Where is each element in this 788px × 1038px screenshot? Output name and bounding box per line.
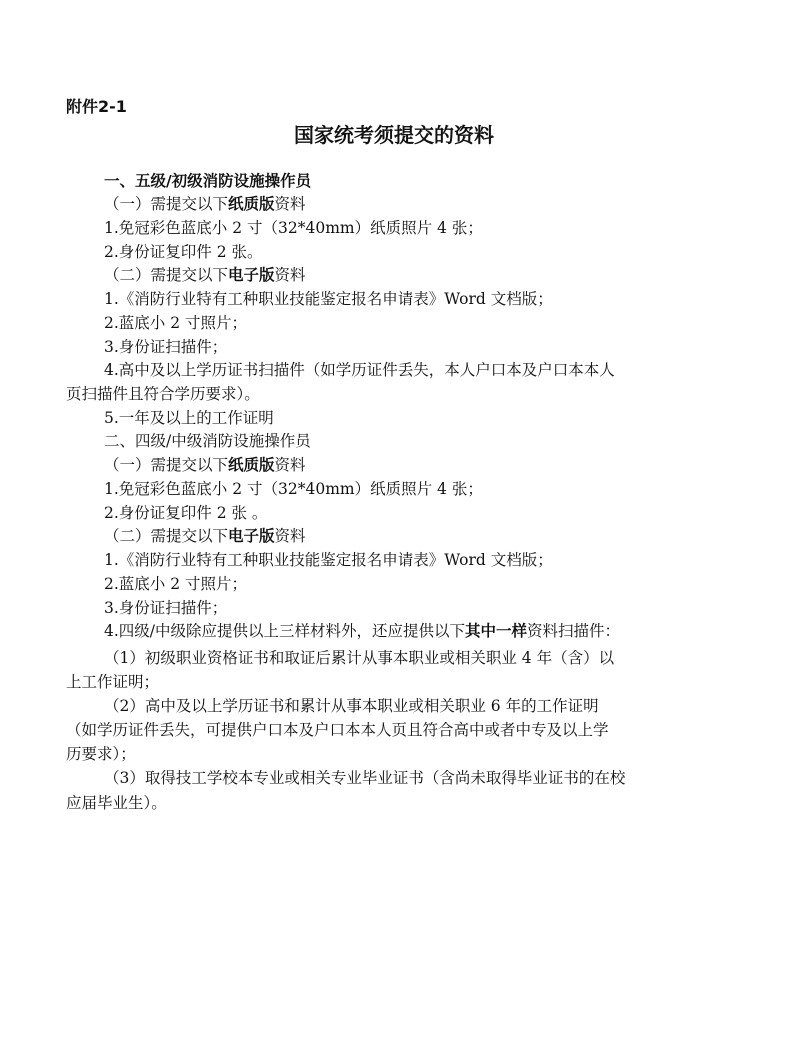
list-item: 2.身份证复印件 2 张。 [104, 243, 263, 261]
list-item: 3.身份证扫描件； [104, 338, 228, 356]
electronic-heading [104, 265, 306, 285]
list-item: 4.高中及以上学历证书扫描件（如学历证件丢失，本人户口本及户口本本人 [104, 361, 615, 379]
option-item: （2）高中及以上学历证书和累计从事本职业或相关职业 6 年的工作证明 [104, 697, 599, 715]
section-heading: 二、四级/中级消防设施操作员 [104, 432, 311, 450]
heading-prefix: （二）需提交以下 [104, 266, 229, 284]
list-item [104, 621, 620, 641]
heading-emphasis: 电子版 [228, 527, 275, 545]
list-item: 1.《消防行业特有工种职业技能鉴定报名申请表》Word 文档版； [104, 290, 553, 308]
list-item: 1.免冠彩色蓝底小 2 寸（32*40mm）纸质照片 4 张； [104, 219, 483, 237]
option-item: （1）初级职业资格证书和取证后累计从事本职业或相关职业 4 年（含）以 [104, 649, 615, 667]
heading-prefix: （一）需提交以下 [104, 195, 229, 213]
list-item: 2.蓝底小 2 寸照片； [104, 314, 248, 332]
heading-suffix: 资料 [274, 527, 306, 545]
heading-suffix: 资料 [274, 456, 306, 474]
option-item-continued: 历要求）； [66, 745, 136, 763]
option-item-continued: 应届毕业生）。 [66, 794, 167, 812]
document-title: 国家统考须提交的资料 [294, 123, 494, 147]
list-item: 2.蓝底小 2 寸照片； [104, 575, 248, 593]
option-item-continued: （如学历证件丢失，可提供户口本及户口本本人页且符合高中或者中专及以上学 [66, 721, 609, 739]
section-heading: 一、五级/初级消防设施操作员 [104, 172, 312, 190]
list-item: 1.《消防行业特有工种职业技能鉴定报名申请表》Word 文档版； [104, 551, 553, 569]
heading-prefix: （一）需提交以下 [104, 456, 229, 474]
paper-heading [104, 455, 306, 475]
attachment-label: 附件2-1 [66, 97, 127, 116]
option-item-continued: 上工作证明； [66, 673, 160, 691]
electronic-heading [104, 526, 306, 546]
heading-emphasis: 纸质版 [228, 456, 275, 474]
option-item: （3）取得技工学校本专业或相关专业毕业证书（含尚未取得毕业证书的在校 [104, 769, 626, 787]
heading-suffix: 资料 [274, 266, 306, 284]
list-item: 1.免冠彩色蓝底小 2 寸（32*40mm）纸质照片 4 张； [104, 480, 483, 498]
list-item: 2.身份证复印件 2 张 。 [104, 504, 268, 522]
list-item-continued: 页扫描件且符合学历要求）。 [66, 385, 260, 403]
list-item: 5.一年及以上的工作证明 [104, 409, 274, 427]
heading-prefix: （二）需提交以下 [104, 527, 229, 545]
paper-heading [104, 194, 306, 214]
heading-emphasis: 电子版 [228, 266, 275, 284]
item-suffix: 资料扫描件： [527, 622, 621, 640]
heading-suffix: 资料 [274, 195, 306, 213]
heading-emphasis: 纸质版 [228, 195, 275, 213]
list-item: 3.身份证扫描件； [104, 599, 228, 617]
item-prefix: 4.四级/中级除应提供以上三样材料外，还应提供以下 [104, 622, 466, 640]
item-emphasis: 其中一样 [465, 622, 528, 640]
